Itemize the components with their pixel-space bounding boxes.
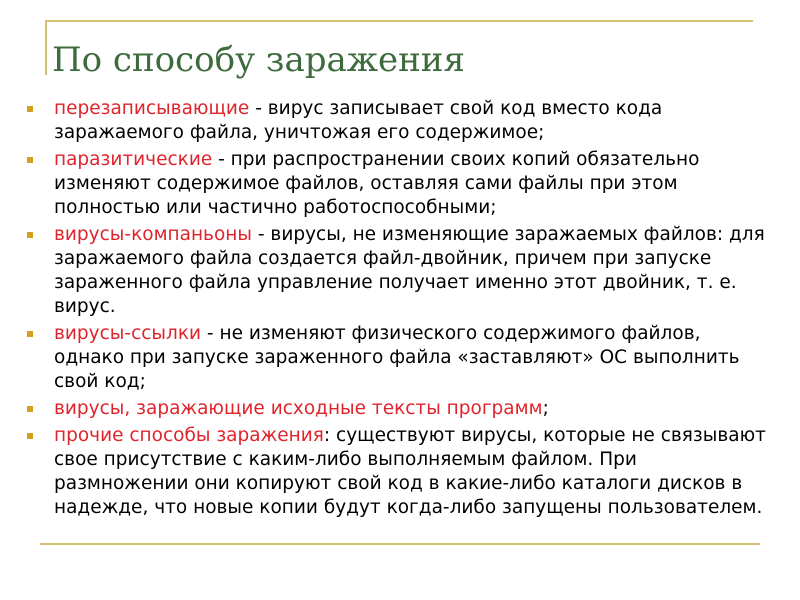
top-decorative-rule [45,20,753,22]
item-text: - вирус записывает свой код вместо кода заражаемого файла, уничтожая его содержимое; [54,98,663,143]
item-term: паразитические [54,149,213,170]
list-item [25,397,770,421]
item-term: вирусы-ссылки [54,323,202,344]
item-term: перезаписывающие [54,98,250,119]
square-bullet-icon [27,106,33,112]
list-item [25,148,770,220]
bullet-list [25,97,770,523]
square-bullet-icon [27,433,33,439]
item-term: прочие способы заражения [54,425,324,446]
list-item [25,223,770,319]
bottom-decorative-rule [40,543,760,545]
item-term: вирусы-компаньоны [54,224,252,245]
item-text: - вирусы, не изменяющие заражаемых файлов: для заражаемого файла создается файл-двойник, причем при запуске зараженного файла управление получает именно этот двойник, т. е. вирус. [54,224,765,317]
list-item [25,322,770,394]
item-term: вирусы, заражающие исходные тексты программ [54,398,543,419]
slide-title: По способу заражения [52,40,465,80]
square-bullet-icon [27,331,33,337]
item-text: : существуют вирусы, которые не связывают свое присутствие с каким-либо выполняемым файлом. При размножении они копируют свой код в какие-либо каталоги дисков в надежде, что новые копии будут когда-либо запущены пользователем. [54,425,766,518]
left-decorative-rule [45,20,47,75]
list-item [25,424,770,520]
square-bullet-icon [27,157,33,163]
item-text: - не изменяют физического содержимого файлов, однако при запуске зараженного файла «заставляют» ОС выполнить свой код; [54,323,740,392]
item-text: ; [542,398,549,419]
list-item [25,97,770,145]
square-bullet-icon [27,406,33,412]
item-text: - при распространении своих копий обязательно изменяют содержимое файлов, оставляя сами файлы при этом полностью или частично работоспособными; [54,149,700,218]
square-bullet-icon [27,232,33,238]
